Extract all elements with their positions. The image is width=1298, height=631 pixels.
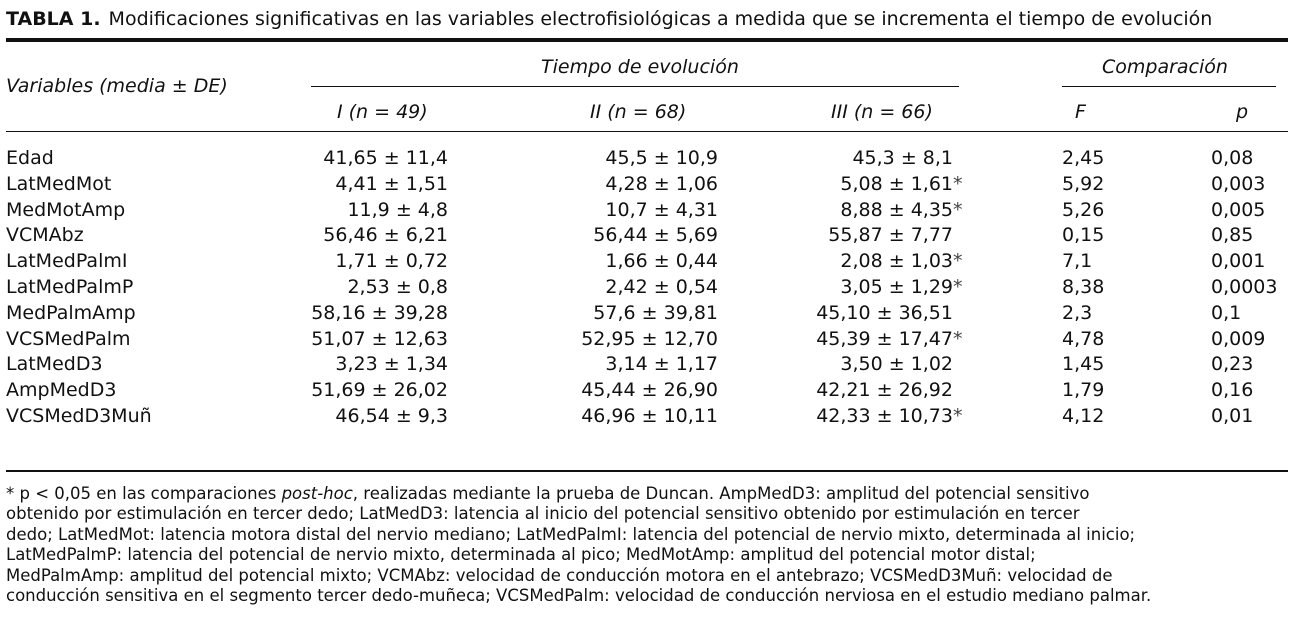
group-2-value: 57,6 ± 39,81	[593, 301, 718, 324]
variable-name: VCSMedD3Muñ	[6, 405, 152, 427]
f-value: 1,45	[1062, 353, 1105, 376]
group-2-value: 1,66 ± 0,44	[605, 250, 718, 273]
header-f: F	[1075, 101, 1086, 123]
f-value: 5,26	[1062, 198, 1105, 221]
table-row	[6, 145, 1288, 171]
group-3-value: 55,87 ± 7,77	[828, 224, 953, 247]
p-value: 0,0003	[1211, 276, 1278, 298]
group-2-value: 10,7 ± 4,31	[605, 198, 718, 221]
p-value: 0,009	[1211, 327, 1266, 350]
significance-star: *	[953, 198, 963, 221]
header-group-2: II (n = 68)	[590, 101, 687, 123]
header-tiempo: Tiempo de evolución	[541, 56, 739, 78]
variable-name: LatMedPalmI	[6, 250, 128, 273]
footnote-posthoc: post-hoc	[281, 484, 353, 503]
group-3-value: 45,39 ± 17,47	[816, 327, 953, 350]
bottom-rule	[6, 470, 1288, 472]
group-3-value: 42,21 ± 26,92	[816, 379, 953, 402]
significance-star: *	[953, 250, 963, 273]
group-2-value: 45,5 ± 10,9	[605, 147, 718, 169]
p-value: 0,16	[1211, 379, 1254, 402]
group-3-value: 3,05 ± 1,29	[840, 276, 953, 298]
header-group-3: III (n = 66)	[831, 101, 933, 123]
group-1-value: 2,53 ± 0,8	[347, 276, 448, 298]
group-1-value: 4,41 ± 1,51	[335, 172, 448, 195]
group-1-value: 3,23 ± 1,34	[335, 353, 448, 376]
f-value: 7,1	[1062, 250, 1093, 273]
p-value: 0,1	[1211, 301, 1242, 324]
footnote-line-3: dedo; LatMedMot: latencia motora distal del nervio mediano; LatMedPalmI: latencia del potencial de nervio mixto, determinada al inicio;	[6, 524, 1136, 544]
table-footnote	[6, 484, 1288, 606]
variable-name: MedMotAmp	[6, 198, 126, 221]
group-2-value: 52,95 ± 12,70	[581, 327, 718, 350]
table-row	[6, 403, 1288, 429]
significance-star: *	[953, 276, 963, 298]
p-value: 0,005	[1211, 198, 1266, 221]
significance-star: *	[953, 405, 963, 427]
table-row	[6, 351, 1288, 377]
group-2-value: 2,42 ± 0,54	[605, 276, 718, 298]
variable-name: MedPalmAmp	[6, 301, 136, 324]
group-1-value: 56,46 ± 6,21	[323, 224, 448, 247]
group-1-value: 58,16 ± 39,28	[311, 301, 448, 324]
f-value: 0,15	[1062, 224, 1105, 247]
header-p: p	[1236, 101, 1249, 123]
group-1-value: 51,69 ± 26,02	[311, 379, 448, 402]
table-row	[6, 197, 1288, 223]
f-value: 2,45	[1062, 147, 1105, 169]
group-3-value: 8,88 ± 4,35	[840, 198, 953, 221]
significance-star: *	[953, 172, 963, 195]
f-value: 4,78	[1062, 327, 1105, 350]
variable-name: VCMAbz	[6, 224, 84, 247]
f-value: 4,12	[1062, 405, 1105, 427]
group-1-value: 1,71 ± 0,72	[335, 250, 448, 273]
group-2-value: 56,44 ± 5,69	[593, 224, 718, 247]
p-value: 0,01	[1211, 405, 1254, 427]
comparacion-subrule	[1062, 86, 1276, 87]
header-rule	[6, 131, 1288, 132]
p-value: 0,003	[1211, 172, 1266, 195]
header-comparacion: Comparación	[1102, 56, 1228, 78]
footnote-line-6: conducción sensitiva en el segmento tercer dedo-muñeca; VCSMedPalm: velocidad de conducción nerviosa en el estudio mediano palmar.	[6, 586, 1152, 606]
variable-name: Edad	[6, 147, 54, 169]
variable-name: LatMedD3	[6, 353, 103, 376]
table-row	[6, 377, 1288, 403]
top-rule	[6, 38, 1288, 42]
group-3-value: 2,08 ± 1,03	[840, 250, 953, 273]
p-value: 0,85	[1211, 224, 1254, 247]
group-1-value: 51,07 ± 12,63	[311, 327, 448, 350]
group-2-value: 45,44 ± 26,90	[581, 379, 718, 402]
p-value: 0,23	[1211, 353, 1254, 376]
group-2-value: 46,96 ± 10,11	[581, 405, 718, 427]
footnote-line-1: * p < 0,05 en las comparaciones post-hoc, realizadas mediante la prueba de Duncan. AmpMedD3: amplitud del potencial sensitivo	[6, 484, 1090, 503]
group-3-value: 5,08 ± 1,61	[840, 172, 953, 195]
variable-name: LatMedMot	[6, 172, 112, 195]
p-value: 0,08	[1211, 147, 1254, 169]
footnote-line-4: LatMedPalmP: latencia del potencial de nervio mixto, determinada al pico; MedMotAmp: amplitud del potencial motor distal;	[6, 545, 1036, 565]
group-2-value: 3,14 ± 1,17	[605, 353, 718, 376]
variable-name: AmpMedD3	[6, 379, 117, 402]
group-3-value: 45,3 ± 8,1	[852, 147, 953, 169]
tiempo-subrule	[311, 86, 959, 87]
group-1-value: 46,54 ± 9,3	[335, 405, 448, 427]
group-1-value: 11,9 ± 4,8	[347, 198, 448, 221]
table-row	[6, 222, 1288, 248]
p-value: 0,001	[1211, 250, 1266, 273]
group-3-value: 45,10 ± 36,51	[816, 301, 953, 324]
f-value: 5,92	[1062, 172, 1105, 195]
table-row	[6, 300, 1288, 326]
footnote-line-5: MedPalmAmp: amplitud del potencial mixto; VCMAbz: velocidad de conducción motora en el antebrazo; VCSMedD3Muñ: velocidad de	[6, 565, 1113, 585]
table-caption	[6, 6, 1212, 32]
variable-name: VCSMedPalm	[6, 327, 131, 350]
group-3-value: 42,33 ± 10,73	[816, 405, 953, 427]
footnote-star: *	[6, 484, 15, 503]
f-value: 2,3	[1062, 301, 1093, 324]
table-row	[6, 248, 1288, 274]
f-value: 8,38	[1062, 276, 1105, 298]
header-variables: Variables (media ± DE)	[6, 75, 228, 97]
significance-star: *	[953, 327, 963, 350]
group-1-value: 41,65 ± 11,4	[323, 147, 448, 169]
header-group-1: I (n = 49)	[337, 101, 428, 123]
table-row	[6, 326, 1288, 352]
variable-name: LatMedPalmP	[6, 276, 134, 298]
group-2-value: 4,28 ± 1,06	[605, 172, 718, 195]
f-value: 1,79	[1062, 379, 1105, 402]
table-title: Modificaciones significativas en las variables electrofisiológicas a medida que se incrementa el tiempo de evolución	[108, 8, 1213, 30]
footnote-line-2: obtenido por estimulación en tercer dedo; LatMedD3: latencia al inicio del potencial sensitivo obtenido por estimulación en tercer	[6, 504, 1080, 524]
table-label: TABLA 1.	[6, 8, 101, 30]
group-3-value: 3,50 ± 1,02	[840, 353, 953, 376]
table-row	[6, 171, 1288, 197]
table-row	[6, 274, 1288, 300]
